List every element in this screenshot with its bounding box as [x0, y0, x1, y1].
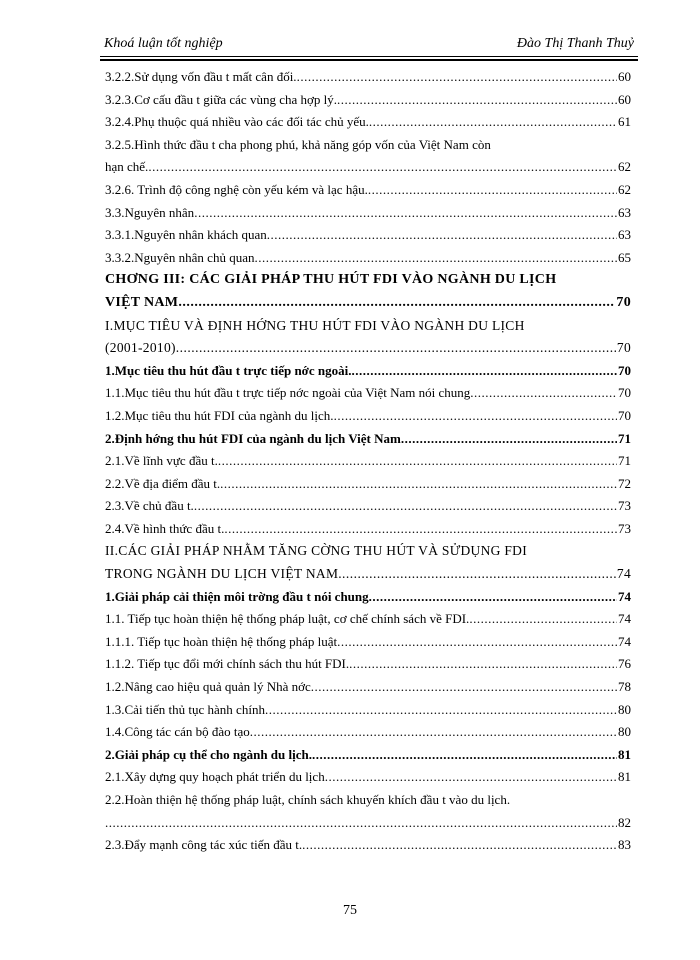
- toc-entry-text-line1: 2.2.Hoàn thiện hệ thống pháp luật, chính sách khuyến khích đầu t vào du lịch.: [105, 792, 511, 807]
- toc-entry[interactable]: [105, 179, 631, 202]
- dot-leader: [401, 428, 617, 451]
- toc-entry-page: 80: [618, 701, 631, 717]
- toc-entry[interactable]: [105, 450, 631, 473]
- toc-entry-page: 70: [616, 294, 631, 310]
- toc-entry-page: 80: [618, 724, 631, 740]
- toc-entry-text: 1.2.Mục tiêu thu hút FDI của ngành du lịch.: [105, 407, 334, 423]
- toc-entry[interactable]: [105, 721, 631, 744]
- toc-entry-text-line1: CHƠNG III: CÁC GIẢI PHÁP THU HÚT FDI VÀO NGÀNH DU LỊCH: [105, 272, 557, 288]
- toc-entry-text: 3.3.2.Nguyên nhân chủ quan: [105, 249, 255, 265]
- toc-entry[interactable]: [105, 744, 631, 767]
- toc-entry[interactable]: [105, 269, 631, 314]
- dot-leader: [351, 360, 617, 383]
- toc-entry-page: 62: [618, 159, 631, 175]
- dot-leader: [325, 766, 617, 789]
- toc-entry-page: 73: [618, 498, 631, 514]
- toc-entry-page: 74: [618, 588, 631, 604]
- toc-entry-page: 70: [618, 362, 631, 378]
- toc-entry[interactable]: [105, 202, 631, 225]
- toc-entry[interactable]: [105, 66, 631, 89]
- toc-entry-page: 74: [618, 611, 631, 627]
- toc-entry-text: hạn chế.: [105, 159, 149, 175]
- header-author: Đào Thị Thanh Thuỷ: [516, 36, 634, 51]
- toc-entry[interactable]: [105, 473, 631, 496]
- dot-leader: [302, 834, 617, 857]
- toc-entry[interactable]: [105, 653, 631, 676]
- dot-leader: [369, 111, 617, 134]
- toc-entry-page: 63: [618, 204, 631, 220]
- toc-entry-text: TRONG NGÀNH DU LỊCH VIỆT NAM.: [105, 566, 342, 582]
- toc-entry-page: 61: [618, 114, 631, 130]
- toc-entry-text: 1.1.Mục tiêu thu hút đầu t trực tiếp nớc ngoài của Việt Nam nói chung: [105, 385, 471, 401]
- toc-entry-text: 1.Mục tiêu thu hút đầu t trực tiếp nớc ngoài.: [105, 362, 352, 378]
- running-header: [100, 36, 638, 56]
- header-rule-thick: [100, 59, 638, 61]
- dot-leader: [105, 812, 617, 835]
- toc-entry-text: 1.1.1. Tiếp tục hoàn thiện hệ thống pháp luật: [105, 633, 338, 649]
- toc-entry-text: 3.3.1.Nguyên nhân khách quan: [105, 227, 267, 243]
- toc-entry[interactable]: [105, 89, 631, 112]
- toc-entry-page: 70: [618, 385, 631, 401]
- toc-entry-page: 82: [618, 814, 631, 830]
- toc-entry[interactable]: [105, 676, 631, 699]
- header-title: Khoá luận tốt nghiệp: [104, 36, 223, 51]
- toc-entry-text: 2.1.Xây dựng quy hoạch phát triển du lịch: [105, 769, 325, 785]
- toc-entry[interactable]: [105, 495, 631, 518]
- dot-leader: [349, 653, 617, 676]
- toc-entry-text: 3.3.Nguyên nhân: [105, 204, 195, 220]
- dot-leader: [220, 473, 617, 496]
- toc-entry-text: 2.Giải pháp cụ thể cho ngành du lịch.: [105, 746, 312, 762]
- toc-entry-text: 3.2.4.Phụ thuộc quá nhiều vào các đối tác chủ yếu.: [105, 114, 369, 130]
- toc-entry-page: 72: [618, 475, 631, 491]
- dot-leader: [250, 721, 617, 744]
- toc-entry-page: 71: [618, 453, 631, 469]
- toc-entry-page: 74: [616, 566, 631, 582]
- toc-entry[interactable]: [105, 134, 631, 179]
- toc-entry[interactable]: [105, 224, 631, 247]
- dot-leader: [254, 247, 617, 270]
- toc-entry-text: 3.2.6. Trình độ công nghệ còn yếu kém và lạc hậu.: [105, 181, 368, 197]
- toc-entry-page: 60: [618, 91, 631, 107]
- toc-entry-text: VIỆT NAM: [105, 294, 179, 310]
- toc-entry[interactable]: [105, 111, 631, 134]
- dot-leader: [265, 699, 617, 722]
- toc-entry[interactable]: [105, 766, 631, 789]
- toc-entry[interactable]: [105, 834, 631, 857]
- toc-entry-page: 70: [616, 340, 631, 356]
- dot-leader: [337, 631, 617, 654]
- toc-entry[interactable]: [105, 382, 631, 405]
- toc-entry-page: 73: [618, 520, 631, 536]
- page-number: 75: [343, 903, 357, 918]
- dot-leader: [368, 179, 617, 202]
- dot-leader: [178, 292, 615, 315]
- dot-leader: [470, 382, 617, 405]
- toc-entry-text-line1: I.MỤC TIÊU VÀ ĐỊNH HỚNG THU HÚT FDI VÀO NGÀNH DU LỊCH: [105, 317, 525, 333]
- dot-leader: [342, 563, 616, 586]
- toc-entry[interactable]: [105, 699, 631, 722]
- toc-entry-text-line1: II.CÁC GIẢI PHÁP NHẰM TĂNG CỜNG THU HÚT VÀ SỬDỤNG FDI: [105, 543, 528, 559]
- toc-entry-text: 2.4.Về hình thức đầu t.: [105, 520, 225, 536]
- toc-entry-text: 1.1.2. Tiếp tục đổi mới chính sách thu hút FDI.: [105, 656, 350, 672]
- dot-leader: [194, 495, 617, 518]
- toc-entry[interactable]: [105, 428, 631, 451]
- toc-entry-page: 81: [618, 769, 631, 785]
- dot-leader: [218, 450, 617, 473]
- toc-entry-page: 62: [618, 181, 631, 197]
- toc-entry-text: 2.1.Về lĩnh vực đầu t.: [105, 453, 218, 469]
- dot-leader: [334, 405, 617, 428]
- toc-entry-page: 60: [618, 69, 631, 84]
- toc-entry[interactable]: [105, 789, 631, 834]
- table-of-contents: [105, 66, 631, 857]
- toc-entry-page: 63: [618, 227, 631, 243]
- dot-leader: [312, 744, 617, 767]
- toc-entry-page: 83: [618, 837, 631, 853]
- dot-leader: [297, 66, 617, 89]
- toc-entry-text: (2001-2010): [105, 340, 176, 356]
- toc-entry-page: 65: [618, 249, 631, 265]
- dot-leader: [469, 608, 617, 631]
- toc-entry[interactable]: [105, 247, 631, 270]
- toc-entry[interactable]: [105, 631, 631, 654]
- toc-entry-text: 1.1. Tiếp tục hoàn thiện hệ thống pháp luật, cơ chế chính sách về FDI.: [105, 611, 470, 627]
- toc-entry[interactable]: [105, 608, 631, 631]
- toc-entry-text: 3.2.3.Cơ cấu đầu t giữa các vùng cha hợp lý.: [105, 91, 337, 107]
- toc-entry[interactable]: [105, 586, 631, 609]
- toc-entry[interactable]: [105, 518, 631, 541]
- dot-leader: [148, 156, 617, 179]
- toc-entry-text-line1: 3.2.5.Hình thức đầu t cha phong phú, khả năng góp vốn của Việt Nam còn: [105, 136, 491, 152]
- toc-entry-text: 1.3.Cải tiến thủ tục hành chính: [105, 701, 265, 717]
- toc-entry-page: 76: [618, 656, 631, 672]
- toc-entry-page: 81: [618, 746, 631, 762]
- dot-leader: [176, 337, 616, 360]
- dot-leader: [267, 224, 617, 247]
- toc-entry-page: 70: [618, 407, 631, 423]
- toc-entry-text: 2.Định hớng thu hút FDI của ngành du lịch Việt Nam: [105, 430, 401, 446]
- toc-entry-text: 1.4.Công tác cán bộ đào tạo: [105, 724, 250, 740]
- dot-leader: [311, 676, 617, 699]
- dot-leader: [224, 518, 617, 541]
- toc-entry-text: 2.2.Về địa điểm đầu t.: [105, 475, 221, 491]
- toc-entry-text: 2.3.Đẩy mạnh công tác xúc tiến đầu t.: [105, 837, 303, 853]
- toc-entry-page: 74: [618, 633, 631, 649]
- toc-entry-text: 1.2.Nâng cao hiệu quả quản lý Nhà nớc: [105, 679, 311, 695]
- toc-entry-page: 78: [618, 679, 631, 695]
- toc-entry-page: 71: [618, 430, 631, 446]
- toc-entry[interactable]: [105, 540, 631, 585]
- dot-leader: [369, 586, 617, 609]
- toc-entry[interactable]: [105, 315, 631, 360]
- toc-entry[interactable]: [105, 360, 631, 383]
- dot-leader: [194, 202, 617, 225]
- toc-entry-text: 1.Giải pháp cải thiện môi trờng đầu t nói chung: [105, 588, 369, 604]
- dot-leader: [337, 89, 617, 112]
- toc-entry-text: 3.2.2.Sử dụng vốn đầu t mất cân đối.: [105, 69, 297, 84]
- header-rule-thin: [100, 56, 638, 57]
- toc-entry-text: 2.3.Về chủ đầu t.: [105, 498, 194, 514]
- toc-entry[interactable]: [105, 405, 631, 428]
